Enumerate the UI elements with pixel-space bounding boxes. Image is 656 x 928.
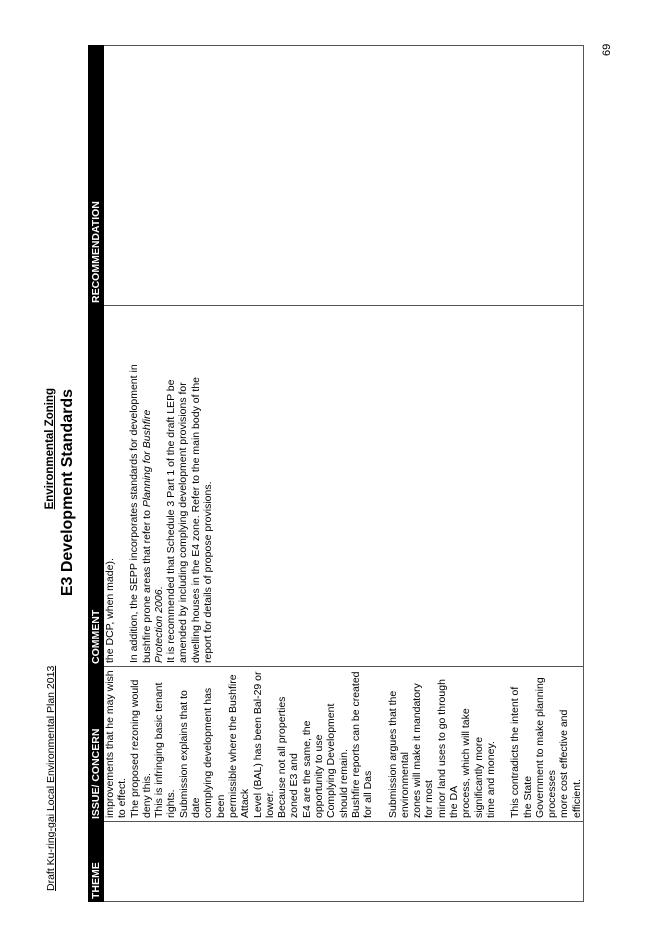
submissions-table (88, 45, 584, 902)
comment-italic-title-2: Protection 2006 (152, 589, 165, 663)
column-header-recommendation: RECOMMENDATION (89, 46, 104, 306)
column-header-issue: ISSUE/ CONCERN (89, 667, 104, 822)
issue-paragraph-1: improvements that he may wish to effect. The proposed rezoning would deny this. This is infringing basic tenant rights. Submission explains that to date complying development has been permissible where the Bushfire Attack Level (BAL) has been Bal-29 or lower. Because not all properties zoned E3 and E4 are the same, the opportunity to use Complying Development should remain. Bushfire reports can be created for all Das (104, 670, 375, 818)
comment-first-line: the DCP, when made). (104, 558, 116, 663)
column-header-comment: COMMENT (89, 306, 104, 667)
section-title: E3 Development Standards (59, 389, 76, 597)
comment-cell (104, 306, 584, 667)
issue-paragraph-2: Submission argues that the environmental zones will make it mandatory for most minor land uses to go through the DA process, which will take significantly more time and money. (386, 679, 497, 818)
table-header-row (89, 46, 104, 902)
theme-cell (104, 822, 584, 902)
comment-p1-line1: In addition, the SEPP incorporates standards for development in (128, 364, 141, 663)
page-number: 69 (601, 43, 613, 56)
comment-p1-line2: bushfire prone areas that refer to (140, 507, 153, 663)
table-row (104, 46, 584, 902)
recommendation-cell (104, 46, 584, 306)
issue-paragraph-3: This contradicts the intent of the State Government to make planning processes more cost effective and efficient. (509, 677, 583, 818)
comment-italic-title-1: Planning for Bushfire (140, 409, 153, 508)
issue-cell (104, 667, 584, 822)
document-title: Draft Ku-ring-gai Local Environmental Plan 2013 (45, 665, 57, 891)
section-subtitle: Environmental Zoning (44, 388, 56, 510)
comment-paragraph-2: It is recommended that Schedule 3 Part 1 of the draft LEP be amended by including complying development provisions for dwelling houses in the E4 zone. Refer to the main body of the report for details of propose provisions. (165, 376, 215, 663)
column-header-theme: THEME (89, 822, 104, 902)
comment-paragraph-1: In addition, the SEPP incorporates standards for development in bushfire prone areas that refer to Planning for Bushfire Protection 2006. (128, 364, 165, 663)
